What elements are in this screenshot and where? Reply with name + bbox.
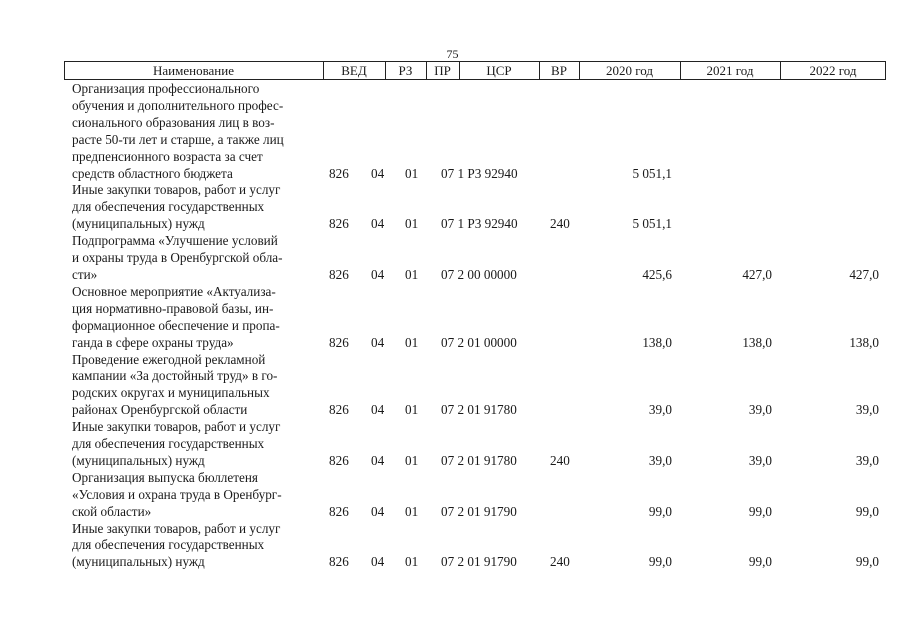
row-name-line: средств областного бюджета	[72, 165, 233, 181]
cell-y2021: 427,0	[742, 266, 772, 282]
row-name	[0, 284, 322, 352]
table-row	[0, 182, 905, 233]
cell-csr: 07 2 01 91790	[441, 554, 517, 570]
row-name-line: для обеспечения государственных	[72, 199, 265, 215]
cell-y2021: 138,0	[742, 334, 772, 350]
cell-y2020: 138,0	[642, 334, 672, 350]
cell-vr: 240	[550, 216, 570, 232]
cell-y2020: 5 051,1	[632, 216, 672, 232]
cell-y2022: 138,0	[849, 334, 879, 350]
cell-y2021: 99,0	[748, 503, 772, 519]
cell-rz: 04	[371, 266, 385, 282]
row-name-line: предпенсионного возраста за счет	[72, 148, 263, 164]
header-2021: 2021 год	[706, 63, 754, 78]
cell-rz: 04	[371, 402, 385, 418]
row-name-line: и охраны труда в Оренбургской обла-	[72, 250, 283, 266]
cell-ved: 826	[329, 266, 349, 282]
header-pr: ПР	[434, 63, 451, 78]
cell-y2022: 99,0	[855, 503, 879, 519]
table-row	[0, 352, 905, 420]
row-name-line: Иные закупки товаров, работ и услуг	[72, 182, 281, 198]
cell-y2020: 99,0	[648, 503, 672, 519]
cell-y2021: 39,0	[748, 402, 772, 418]
cell-y2022: 39,0	[855, 402, 879, 418]
cell-csr: 07 1 Р3 92940	[441, 216, 518, 232]
cell-rz: 04	[371, 334, 385, 350]
row-name-line: сионального образования лиц в воз-	[72, 114, 275, 130]
row-name-line: (муниципальных) нужд	[72, 216, 205, 232]
header-2022: 2022 год	[809, 63, 857, 78]
cell-pr: 01	[405, 165, 419, 181]
cell-csr: 07 2 00 00000	[441, 266, 517, 282]
row-name-line: Подпрограмма «Улучшение условий	[72, 233, 278, 249]
header-rz: РЗ	[398, 63, 413, 78]
cell-pr: 01	[405, 452, 419, 468]
table-row	[0, 521, 905, 572]
cell-ved: 826	[329, 503, 349, 519]
row-name-line: Проведение ежегодной рекламной	[72, 351, 266, 367]
row-name-line: для обеспечения государственных	[72, 537, 265, 553]
row-name	[0, 182, 322, 233]
cell-y2020: 39,0	[648, 452, 672, 468]
row-name-line: кампании «За достойный труд» в го-	[72, 368, 278, 384]
cell-pr: 01	[405, 402, 419, 418]
cell-rz: 04	[371, 216, 385, 232]
row-name-line: «Условия и охрана труда в Оренбург-	[72, 486, 282, 502]
cell-pr: 01	[405, 503, 419, 519]
cell-pr: 01	[405, 334, 419, 350]
cell-ved: 826	[329, 402, 349, 418]
row-name-line: обучения и дополнительного профес-	[72, 97, 284, 113]
table-row	[0, 284, 905, 352]
cell-ved: 826	[329, 452, 349, 468]
row-name-line: Основное мероприятие «Актуализа-	[72, 283, 276, 299]
cell-vr: 240	[550, 452, 570, 468]
row-name	[0, 521, 322, 572]
row-name-line: (муниципальных) нужд	[72, 554, 205, 570]
row-name-line: Иные закупки товаров, работ и услуг	[72, 520, 281, 536]
header-vr: ВР	[551, 63, 567, 78]
row-name-line: сти»	[72, 266, 98, 282]
row-name-line: ция нормативно-правовой базы, ин-	[72, 300, 274, 316]
cell-csr: 07 2 01 91790	[441, 503, 517, 519]
row-name-line: родских округах и муниципальных	[72, 385, 270, 401]
cell-pr: 01	[405, 216, 419, 232]
cell-y2020: 99,0	[648, 554, 672, 570]
row-name-line: районах Оренбургской области	[72, 402, 248, 418]
cell-rz: 04	[371, 554, 385, 570]
header-ved: ВЕД	[341, 63, 367, 78]
row-name	[0, 352, 322, 420]
cell-ved: 826	[329, 165, 349, 181]
cell-rz: 04	[371, 452, 385, 468]
table-body	[0, 81, 905, 571]
row-name-line: для обеспечения государственных	[72, 436, 265, 452]
row-name-line: расте 50-ти лет и старше, а также лиц	[72, 131, 284, 147]
cell-csr: 07 2 01 91780	[441, 452, 517, 468]
page-number: 75	[446, 47, 459, 61]
cell-ved: 826	[329, 554, 349, 570]
header-2020: 2020 год	[606, 63, 653, 78]
cell-y2021: 99,0	[748, 554, 772, 570]
row-name-line: (муниципальных) нужд	[72, 452, 205, 468]
row-name	[0, 470, 322, 521]
cell-pr: 01	[405, 554, 419, 570]
table-row	[0, 81, 905, 182]
cell-y2022: 427,0	[849, 266, 879, 282]
table-row	[0, 233, 905, 284]
table-header	[64, 61, 886, 80]
cell-y2020: 425,6	[642, 266, 672, 282]
row-name	[0, 419, 322, 470]
cell-csr: 07 2 01 91780	[441, 402, 517, 418]
cell-ved: 826	[329, 334, 349, 350]
cell-ved: 826	[329, 216, 349, 232]
row-name-line: ганда в сфере охраны труда»	[72, 334, 234, 350]
cell-y2020: 39,0	[648, 402, 672, 418]
cell-csr: 07 1 Р3 92940	[441, 165, 518, 181]
header-csr: ЦСР	[486, 63, 512, 78]
cell-y2021: 39,0	[748, 452, 772, 468]
row-name-line: Иные закупки товаров, работ и услуг	[72, 419, 281, 435]
header-name: Наименование	[153, 63, 234, 78]
cell-y2020: 5 051,1	[632, 165, 672, 181]
cell-rz: 04	[371, 503, 385, 519]
row-name-line: Организация профессионального	[72, 81, 260, 96]
row-name-line: формационное обеспечение и пропа-	[72, 317, 280, 333]
cell-vr: 240	[550, 554, 570, 570]
cell-rz: 04	[371, 165, 385, 181]
table-row	[0, 470, 905, 521]
row-name-line: ской области»	[72, 503, 152, 519]
table-row	[0, 419, 905, 470]
cell-pr: 01	[405, 266, 419, 282]
cell-csr: 07 2 01 00000	[441, 334, 517, 350]
row-name	[0, 81, 322, 182]
cell-y2022: 99,0	[855, 554, 879, 570]
row-name	[0, 233, 322, 284]
row-name-line: Организация выпуска бюллетеня	[72, 469, 258, 485]
cell-y2022: 39,0	[855, 452, 879, 468]
